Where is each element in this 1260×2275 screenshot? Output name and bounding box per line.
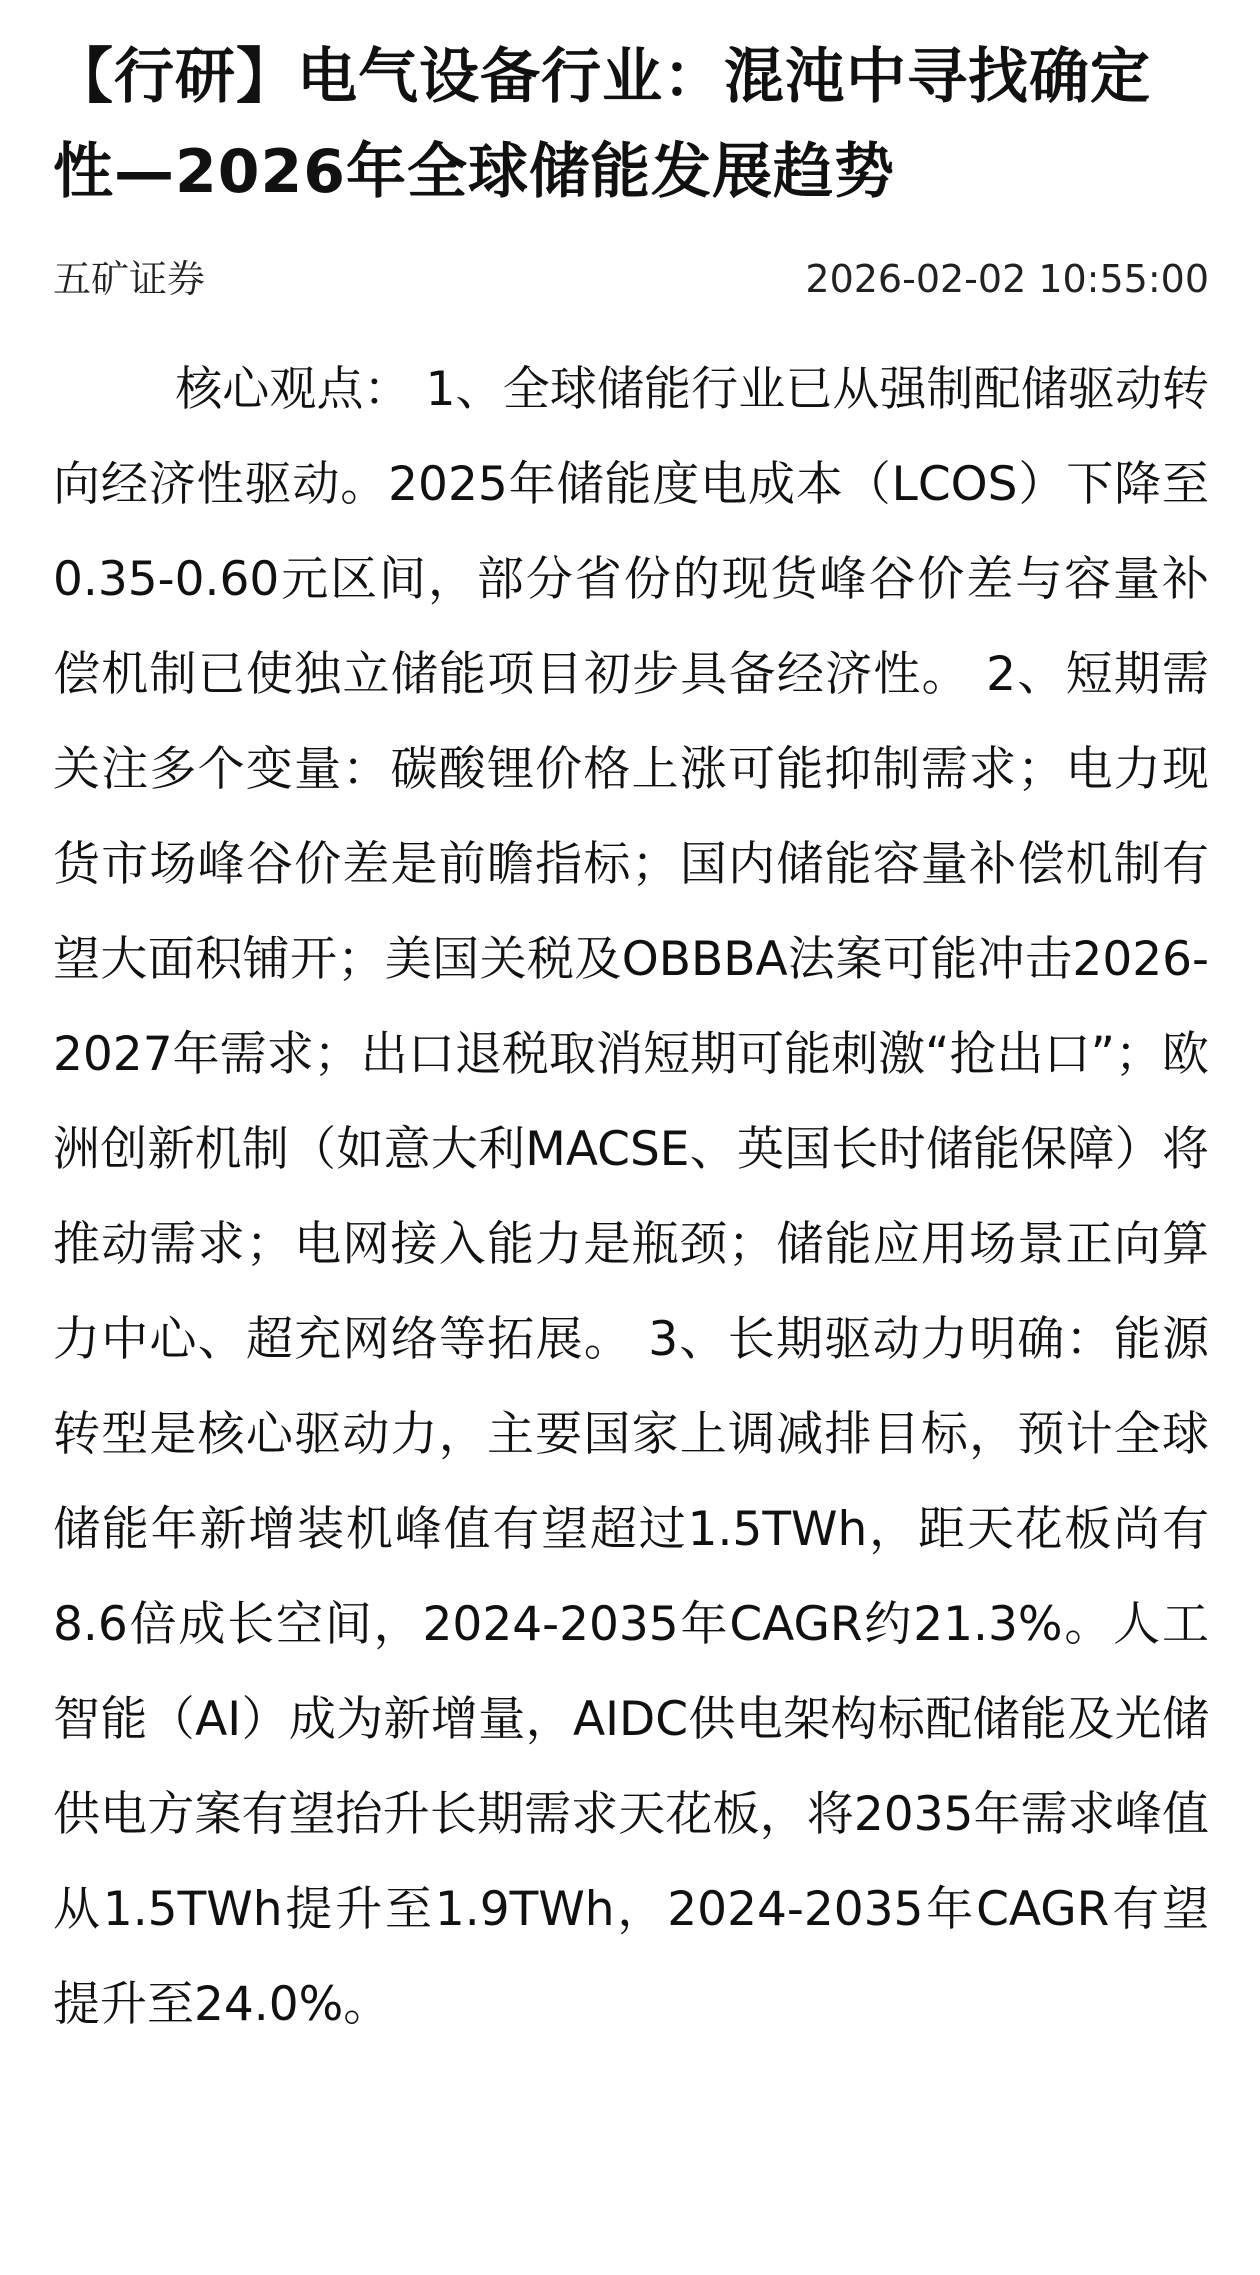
article-source[interactable]: 五矿证券 [53,257,206,301]
article [53,0,1209,2052]
article-title: 【行研】电气设备行业：混沌中寻找确定性—2026年全球储能发展趋势 [53,42,1151,207]
article-body: 核心观点： 1、全球储能行业已从强制配储驱动转向经济性驱动。2025年储能度电成本（LCOS）下降至0.35-0.60元区间，部分省份的现货峰谷价差与容量补偿机制已使独立储能项目初步具备经济性。 2、短期需关注多个变量：碳酸锂价格上涨可能抑制需求；电力现货市场峰谷价差是前瞻指标；国内储能容量补偿机制有望大面积铺开；美国关税及OBBBA法案可能冲击2026-2027年需求；出口退税取消短期可能刺激“抢出口”；欧洲创新机制（如意大利MACSE、英国长时储能保障）将推动需求；电网接入能力是瓶颈；储能应用场景正向算力中心、超充网络等拓展。 3、长期驱动力明确：能源转型是核心驱动力，主要国家上调减排目标，预计全球储能年新增装机峰值有望超过1.5TWh，距天花板尚有8.6倍成长空间，2024-2035年CAGR约21.3%。人工智能（AI）成为新增量，AIDC供电架构标配储能及光储供电方案有望抬升长期需求天花板，将2035年需求峰值从1.5TWh提升至1.9TWh，2024-2035年CAGR有望提升至24.0%。 [53,362,1209,2032]
article-meta [53,254,1209,304]
article-datetime: 2026-02-02 10:55:00 [805,257,1209,301]
